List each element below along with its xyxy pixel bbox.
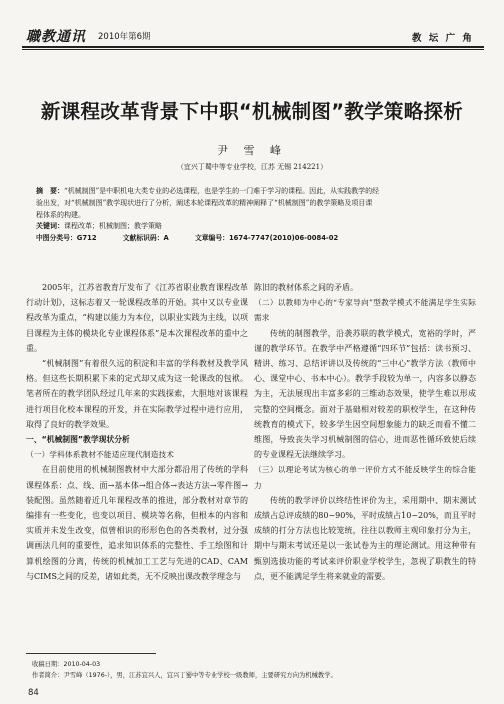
paragraph: 在目前使用的机械制图教材中大部分都沿用了传统的学科课程体系：点、线、面→基本体→组合体→表达方法→零件图→装配图。虽然随着近几年课程改革的推进，部分教材对章节的编排有一些变化，也变以项目、模块等名称，但根本的内容和实质并未发生改变，似曾相识的形形色色的各类教材，过分强调画法几何的重要性，追求知识体系的完整性、手工绘图和计算机绘图的分离，传统的机械加工工艺与先进的CAD、CAM与CIMS之间的反差，诸如此类，无不反映出课改教学理念与 (26, 465, 248, 581)
section-label: 教 坛 广 角 (412, 33, 474, 44)
keywords-label: 关键词： (36, 222, 64, 230)
subsection-heading: （三）以理论考试为核心的单一评价方式不能反映学生的综合能力 (254, 465, 476, 490)
section-heading: 一、“机械制图”教学现状分析 (26, 435, 130, 445)
author-affiliation: （宜兴丁蜀中等专业学校，江苏 无锡 214221） (176, 163, 328, 171)
classification-line (36, 232, 476, 242)
footnote-rule (26, 653, 156, 654)
paragraph: “机械制图”有着很久远的积淀和丰富的学科教材及教学风格。但这些长期积累下来的定式却又成为这一轮课改的包袱。笔者所在的教学团队经过几年来的实践探索，大胆地对该课程进行项目化校本课程的开发，并在实际教学过程中进行应用，取得了良好的教学效果。 (26, 359, 248, 429)
paragraph: 2005年，江苏省教育厅发布了《江苏省职业教育课程改革行动计划》，这标志着又一轮课程改革的开始。其中又以专业课程改革为重点，“构建以能力为本位，以职业实践为主线，以项目课程为主体的模块化专业课程体系”是本次课程改革的重中之重。 (26, 283, 248, 353)
subsection-heading: （一）学科体系教材不能适应现代制造技术 (26, 450, 175, 460)
body-column-right (254, 280, 476, 584)
issue-label: 2010年第6期 (98, 32, 151, 42)
keywords-line (36, 221, 472, 231)
page-number: 84 (28, 688, 39, 698)
subsection-heading: （二）以教师为中心的“专家导向”型教学模式不能满足学生实际需求 (254, 298, 476, 323)
article-id-field: 文章编号：1674-7747(2010)06-0084-02 (194, 234, 339, 242)
keywords-text: 课程改革；机械制图；教学策略 (64, 222, 162, 230)
abstract-line-3: 程体系的构建。 (36, 211, 85, 219)
article-author: 尹 雪 峰 (217, 144, 287, 157)
header-rule-thin (22, 49, 484, 50)
article-title: 新课程改革背景下中职“机械制图”教学策略探析 (40, 100, 464, 123)
header-rule (22, 46, 484, 48)
body-column-left (26, 280, 248, 584)
abstract-text: “机械制图”是中职机电大类专业的必选课程，也是学生的一门难于学习的课程。因此，从实践教学的经 (64, 187, 380, 195)
footnote-received: 收稿日期：2010-04-03 (32, 661, 101, 668)
journal-name: 職教通讯 (26, 29, 86, 45)
doc-code-field: 文献标识码：A (122, 234, 169, 242)
paragraph: 传统的教学评价以终结性评价为主，采用期中、期末测试成绩占总评成绩的80~90%，平时成绩占10~20%，而且平时成绩的打分方法也比较笼统，往往以教师主观印象打分为主，期中与期末考试还是以一张试卷为主的理论测试。用这种带有甄别选拔功能的考试来评价职业学校学生，忽视了职教生的特点，更不能满足学生将来就业的需要。 (254, 495, 476, 581)
abstract-line-2: 验出发，对“机械制图”教学现状进行了分析，阐述本轮课程改革的精神阐释了“机械制图”的教学策略及项目课 (36, 199, 373, 207)
paragraph: 传统的制图教学，沿袭苏联的教学模式，宽裕的学时，严谨的教学环节。在教学中严格遵循“四环节”包括：读书预习、精讲、练习、总结评讲以及传统的“三中心”教学方法（教师中心、课堂中心、书本中心）。教学手段较为单一，内容多以静态为主，无法展现出丰富多彩的三维动态效果，使学生难以形成完整的空间概念。面对于基础相对较差的职校学生，在这种传统教育的模式下，较多学生因空间想象能力的缺乏而看不懂二维图，导致丧失学习机械制图的信心，进而恶性循环致使后续的专业课程无法继续学习。 (254, 328, 476, 460)
abstract-line-1 (36, 186, 472, 196)
paragraph: 陈旧的教材体系之间的矛盾。 (254, 283, 358, 292)
footnote-author-bio: 作者简介：尹雪峰（1976-），男，江苏宜兴人，宜兴丁蜀中等专业学校一级教师，主要研究方向为机械教学。 (32, 672, 337, 679)
abstract-label: 摘 要： (36, 187, 64, 195)
clc-field: 中图分类号：G712 (36, 234, 97, 242)
